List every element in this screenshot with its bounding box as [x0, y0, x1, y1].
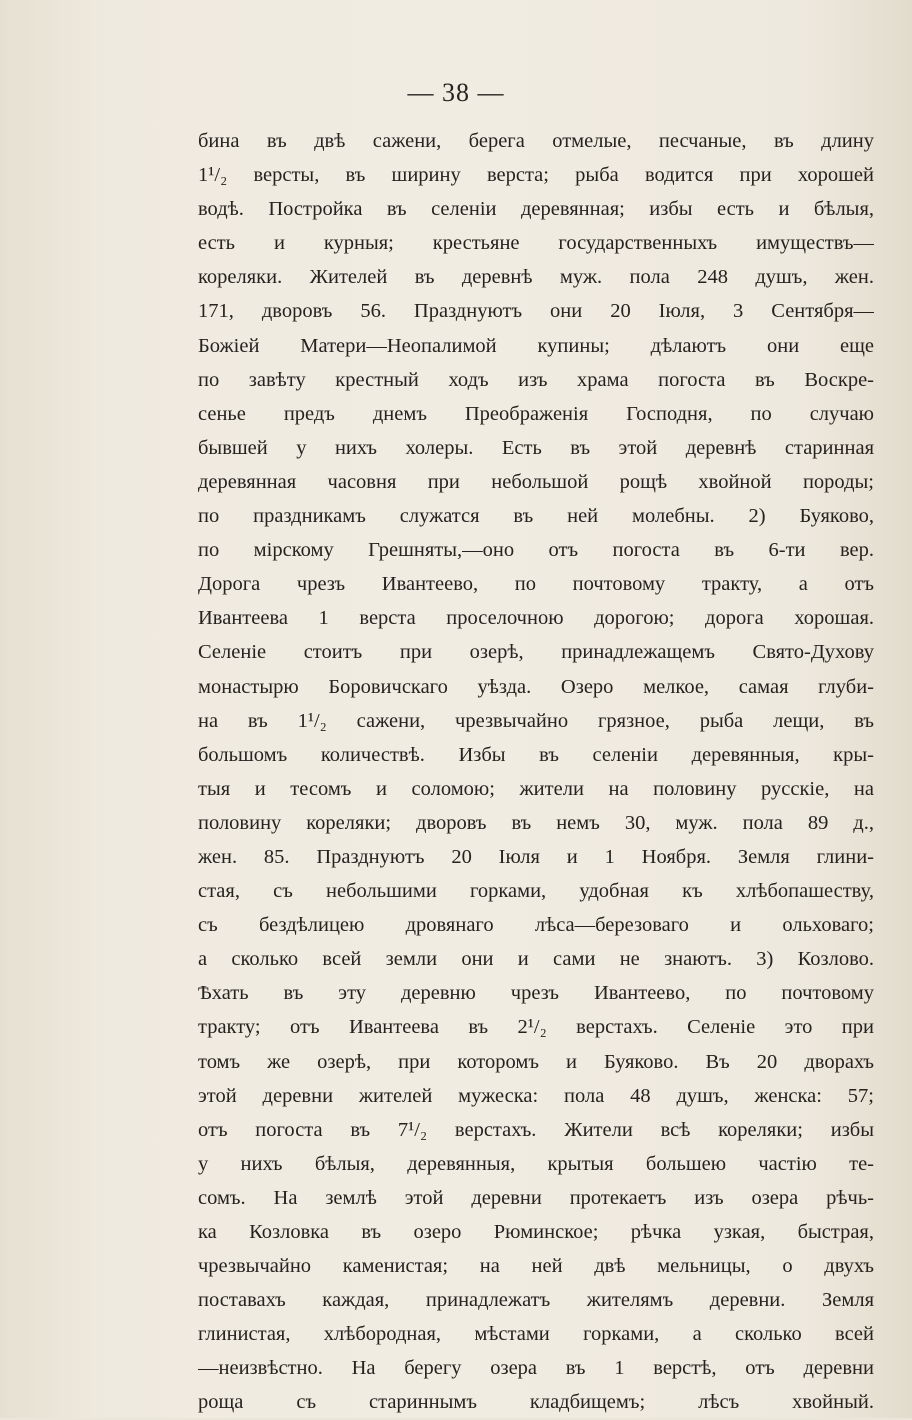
text-line: отъ погоста въ 7¹/₂ верстахъ. Жители всѣ кореляки; избы — [198, 1118, 874, 1141]
text-line: половину кореляки; дворовъ въ немъ 30, муж. пола 89 д., — [198, 811, 874, 834]
text-line: томъ же озерѣ, при которомъ и Буяково. Въ 20 дворахъ — [198, 1050, 874, 1073]
text-line: Дорога чрезъ Ивантеево, по почтовому тракту, а отъ — [198, 573, 874, 596]
text-line: бывшей у нихъ холеры. Есть въ этой деревнѣ старинная — [198, 436, 874, 459]
text-line: сомъ. На землѣ этой деревни протекаетъ изъ озера рѣчь- — [198, 1186, 874, 1209]
text-line: водѣ. Постройка въ селеніи деревянная; избы есть и бѣлыя, — [198, 198, 874, 221]
text-line: а сколько всей земли они и сами не знаютъ. 3) Козлово. — [198, 948, 874, 971]
text-line: стая, съ небольшими горками, удобная къ хлѣбопашеству, — [198, 880, 874, 903]
text-line: большомъ количествѣ. Избы въ селеніи деревянныя, кры- — [198, 743, 874, 766]
text-line: деревянная часовня при небольшой рощѣ хвойной породы; — [198, 470, 874, 493]
text-line: ка Козловка въ озеро Рюминское; рѣчка узкая, быстрая, — [198, 1221, 874, 1243]
text-line: Селеніе стоитъ при озерѣ, принадлежащемъ Свято-Духову — [198, 641, 874, 664]
text-line: 1¹/₂ версты, въ ширину верста; рыба водится при хорошей — [198, 164, 874, 187]
text-line: на въ 1¹/₂ сажени, чрезвычайно грязное, рыба лещи, въ — [198, 709, 874, 732]
text-line: по мірскому Грешняты,—оно отъ погоста въ 6-ти вер. — [198, 539, 874, 562]
text-line: монастырю Боровичскаго уѣзда. Озеро мелкое, самая глуби- — [198, 675, 874, 698]
text-line: чрезвычайно каменистая; на ней двѣ мельницы, о двухъ — [198, 1255, 874, 1278]
text-line: роща съ стариннымъ кладбищемъ; лѣсъ хвойный. — [198, 1391, 874, 1414]
text-line: есть и курныя; крестьяне государственныхъ имуществъ— — [198, 232, 874, 255]
text-line: 171, дворовъ 56. Празднуютъ они 20 Іюля, 3 Сентября— — [198, 300, 874, 323]
text-line: кореляки. Жителей въ деревнѣ муж. пола 248 душъ, жен. — [198, 266, 874, 289]
text-line: по завѣту крестный ходъ изъ храма погоста въ Воскре- — [198, 368, 874, 391]
text-line: бина въ двѣ сажени, берега отмелые, песчаные, въ длину — [198, 130, 874, 152]
text-line: Божіей Матери—Неопалимой купины; дѣлаютъ они еще — [198, 334, 874, 357]
text-line: тыя и тесомъ и соломою; жители на половину русскіе, на — [198, 777, 874, 800]
text-line: сенье предъ днемъ Преображенія Господня, по случаю — [198, 402, 874, 425]
text-line: Ѣхать въ эту деревню чрезъ Ивантеево, по почтовому — [198, 982, 874, 1005]
page-number: — 38 — — [407, 78, 505, 107]
text-line: у нихъ бѣлыя, деревянныя, крытыя большею частію те- — [198, 1152, 874, 1175]
text-line: съ бездѣлицею дровянаго лѣса—березоваго и ольховаго; — [198, 914, 874, 937]
text-line: этой деревни жителей мужеска: пола 48 душъ, женска: 57; — [198, 1084, 874, 1107]
text-line: тракту; отъ Ивантеева въ 2¹/₂ верстахъ. Селеніе это при — [198, 1016, 874, 1039]
text-line: по праздникамъ служатся въ ней молебны. 2) Буяково, — [198, 505, 874, 528]
text-line: поставахъ каждая, принадлежатъ жителямъ деревни. Земля — [198, 1289, 874, 1312]
text-line: Ивантеева 1 верста проселочною дорогою; дорога хорошая. — [198, 607, 874, 630]
text-line: жен. 85. Празднуютъ 20 Іюля и 1 Ноября. Земля глини- — [198, 845, 874, 868]
body-text — [198, 124, 874, 1420]
text-line: —неизвѣстно. На берегу озера въ 1 верстѣ, отъ деревни — [198, 1357, 874, 1380]
text-line: глинистая, хлѣбородная, мѣстами горками, а сколько всей — [198, 1323, 874, 1346]
